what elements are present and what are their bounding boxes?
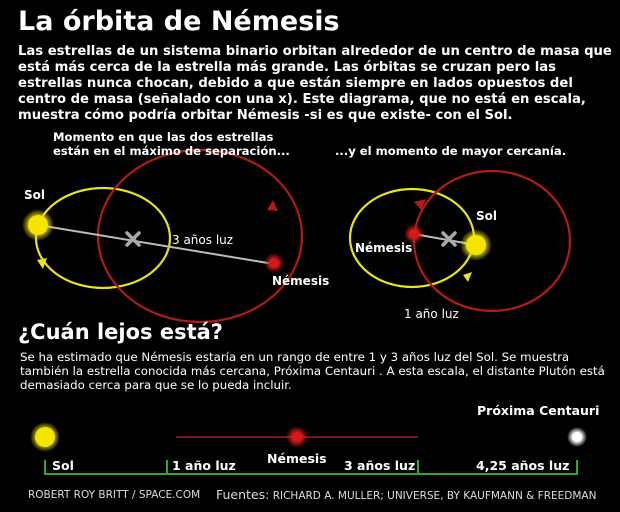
scale-tick-label-3ly: 3 años luz [344, 458, 416, 473]
right-diagram-caption: ...y el momento de mayor cercanía. [335, 144, 567, 158]
left-diagram-caption: Momento en que las dos estrellas están en el máximo de separación... [53, 130, 290, 158]
page-title: La órbita de Némesis [18, 6, 340, 37]
left-orbit-diagram [22, 150, 302, 322]
right-nemesis-label: Némesis [355, 241, 413, 255]
scale-proxima-label: Próxima Centauri [477, 403, 600, 418]
sources-list: RICHARD A. MULLER; UNIVERSE, BY KAUFMANN & FREEDMAN [272, 490, 597, 502]
scale-proxima [572, 432, 582, 442]
right-nemesis [409, 229, 419, 239]
left-separation-line [38, 225, 274, 264]
right-sun-orbit-arrow [463, 272, 472, 282]
left-sun-label: Sol [24, 188, 45, 202]
right-sun-label: Sol [476, 209, 497, 223]
sources-credit [216, 487, 596, 502]
distance-body: Se ha estimado que Némesis estaría en un rango de entre 1 y 3 años luz del Sol. Se muestra también la estrella conocida más cercana, Próxima Centauri . A esta escala, el distante Plutón está demasiado cerca para que se lo pueda incluir. [20, 350, 605, 392]
scale-nemesis-label: Némesis [267, 451, 327, 466]
right-distance-label: 1 año luz [404, 307, 459, 321]
left-nemesis-orbit-arrow [267, 200, 278, 211]
right-sun-orbit-large [414, 171, 570, 311]
author-credit: ROBERT ROY BRITT / SPACE.COM [28, 489, 201, 501]
right-sun [466, 235, 486, 255]
intro-text: Las estrellas de un sistema binario orbitan alrededor de un centro de masa que está más cerca de la estrella más grande. Las órbitas se cruzan pero las estrellas nunca chocan, debido a que están siempre en lados opuestos del centro de masa (señalado con una x). Este diagrama, que no está en escala, muestra cómo podría orbitar Némesis -si es que existe- con el Sol. [18, 44, 612, 123]
left-nemesis [269, 258, 279, 268]
scale-tick-label-1ly: 1 año luz [172, 458, 236, 473]
left-distance-label: 3 años luz [172, 233, 234, 247]
distance-heading: ¿Cuán lejos está? [18, 320, 223, 344]
scale-sun [35, 427, 55, 447]
left-sun-orbit [36, 188, 170, 288]
scale-tick-label-4-25ly: 4,25 años luz [476, 458, 570, 473]
scale-tick-label-sol: Sol [52, 458, 74, 473]
sources-prefix: Fuentes: [216, 487, 270, 502]
left-sun [28, 215, 48, 235]
left-nemesis-label: Némesis [272, 274, 330, 288]
scale-nemesis [292, 432, 302, 442]
